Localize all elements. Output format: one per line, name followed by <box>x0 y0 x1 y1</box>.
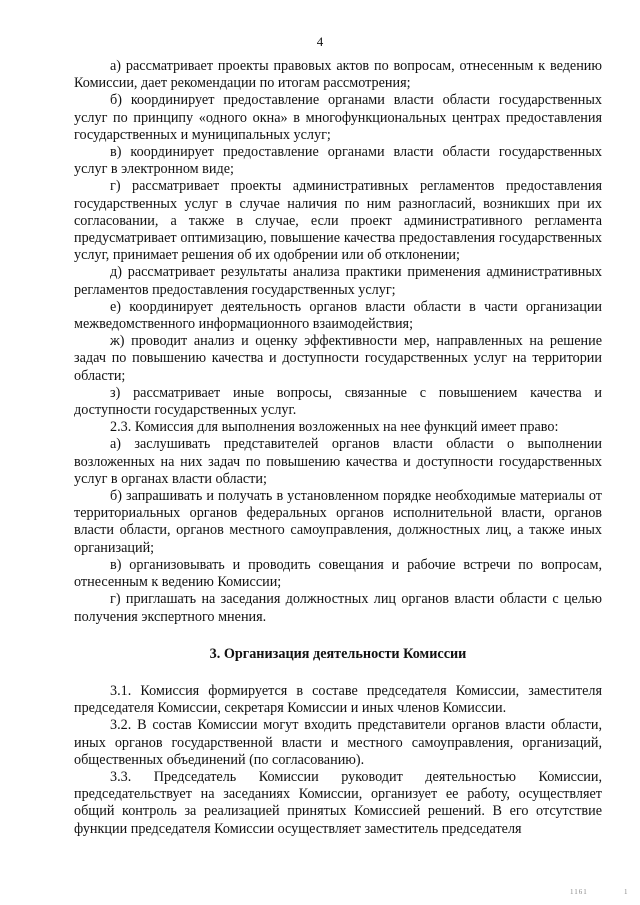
paragraph-3-3: 3.3. Председатель Комиссии руководит деятельностью Комиссии, председательствует на заседаниях Комиссии, организует ее работу, осуществляет общий контроль за реализацией принятых Комиссией решений. В его отсутствие функции председателя Комиссии осуществляет заместитель председателя <box>74 768 602 837</box>
scan-mark-right: 1 <box>624 888 628 896</box>
paragraph-2-2-v: в) координирует предоставление органами власти области государственных услуг в электронном виде; <box>74 144 602 178</box>
document-body <box>74 58 602 838</box>
paragraph-2-3-v: в) организовывать и проводить совещания и рабочие встречи по вопросам, отнесенным к ведению Комиссии; <box>74 556 602 591</box>
page-number: 4 <box>316 34 324 49</box>
paragraph-2-2-b: б) координирует предоставление органами власти области государственных услуг по принципу «одного окна» в многофункциональных центрах предоставления государственных и муниципальных услуг; <box>74 92 602 143</box>
section-heading: 3. Организация деятельности Комиссии <box>209 645 467 662</box>
paragraph-2-3-b: б) запрашивать и получать в установленном порядке необходимые материалы от территориальных органов федеральных органов исполнительной власти, органов власти области, органов местного самоуправления, должностных лиц, а также иных организаций; <box>74 488 602 556</box>
paragraph-2-2-d: д) рассматривает результаты анализа практики применения административных регламентов предоставления государственных услуг; <box>74 264 602 298</box>
paragraph-2-2-a: а) рассматривает проекты правовых актов по вопросам, отнесенным к ведению Комиссии, дает рекомендации по итогам рассмотрения; <box>74 58 602 92</box>
paragraph-2-3: 2.3. Комиссия для выполнения возложенных на нее функций имеет право: <box>110 419 559 436</box>
paragraph-2-3-g: г) приглашать на заседания должностных лиц органов власти области с целью получения экспертного мнения. <box>74 591 602 625</box>
paragraph-2-2-z: з) рассматривает иные вопросы, связанные с повышением качества и доступности государственных услуг. <box>74 384 602 419</box>
paragraph-2-2-g: г) рассматривает проекты административных регламентов предоставления государственных услуг в случае наличия по ним разногласий, возникших при их согласовании, а также в случае, если проект административного регламента предусматривает оптимизацию, повышение качества предоставления государственных услуг, принимает решения об их одобрении или об отклонении; <box>74 178 602 264</box>
paragraph-3-2: 3.2. В состав Комиссии могут входить представители органов власти области, иных органов государственной власти и местного самоуправления, организаций, общественных объединений (по согласованию). <box>74 717 602 768</box>
scan-mark: 1161 <box>570 888 588 896</box>
paragraph-2-2-e: е) координирует деятельность органов власти области в части организации межведомственного информационного взаимодействия; <box>74 298 602 333</box>
paragraph-2-3-a: а) заслушивать представителей органов власти области о выполнении возложенных на них задач по повышению качества и доступности государственных услуг в органах власти области; <box>74 436 602 487</box>
paragraph-2-2-zh: ж) проводит анализ и оценку эффективности мер, направленных на решение задач по повышению качества и доступности государственных услуг на территории области; <box>74 333 602 384</box>
paragraph-3-1: 3.1. Комиссия формируется в составе председателя Комиссии, заместителя председателя Комиссии, секретаря Комиссии и иных членов Комиссии. <box>74 682 602 717</box>
